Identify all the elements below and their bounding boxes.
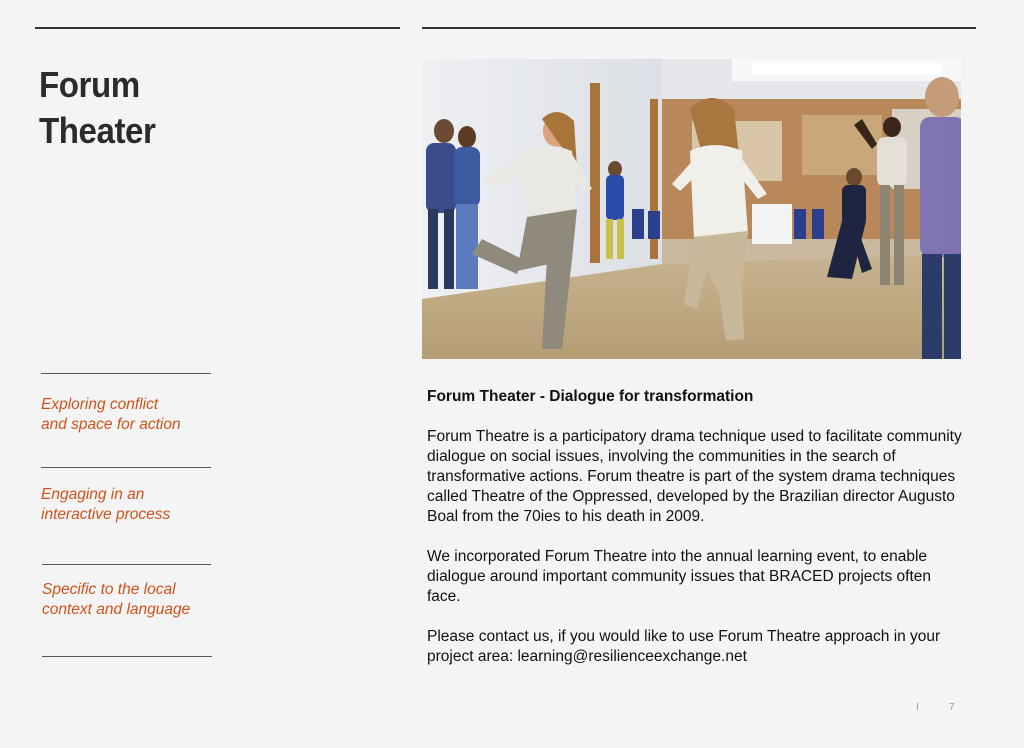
side-item-local-context [42, 580, 190, 620]
side-item-line: and space for action [41, 416, 181, 433]
side-item-exploring-conflict [41, 395, 181, 435]
page-number: 7 [949, 702, 955, 713]
side-item-line: interactive process [41, 506, 171, 523]
body-paragraph-event: We incorporated Forum Theatre into the annual learning event, to enable dialogue around important community issues that BRACED projects often face. [427, 548, 931, 605]
top-rule-right [422, 27, 976, 29]
side-divider [41, 373, 211, 374]
side-item-engaging [41, 485, 170, 525]
body-text [427, 387, 967, 687]
side-divider [42, 656, 212, 657]
forum-theater-photo [422, 59, 961, 359]
side-item-line: Engaging in an [41, 486, 145, 503]
body-paragraph-intro: Forum Theatre is a participatory drama technique used to facilitate community dialogue on social issues, involving the communities in the search of transformative actions. Forum theatre is part of the system drama techniques called Theatre of the Oppressed, developed by the Brazilian director Augusto Boal from the 70ies to his death in 2009. [427, 428, 962, 525]
side-item-line: context and language [42, 601, 191, 618]
slide-title-line-2: Theater [39, 110, 156, 151]
top-rule-left [35, 27, 400, 29]
body-paragraph-contact: Please contact us, if you would like to use Forum Theatre approach in your project area: learning@resilienceexchange.net [427, 628, 941, 665]
footer-separator: I [916, 702, 919, 713]
slide-title-line-1: Forum [39, 64, 140, 105]
side-divider [41, 467, 211, 468]
body-heading: Forum Theater - Dialogue for transformation [427, 388, 754, 405]
slide-title [39, 62, 315, 154]
side-divider [42, 564, 211, 565]
side-item-line: Exploring conflict [41, 396, 159, 413]
side-item-line: Specific to the local [42, 581, 176, 598]
